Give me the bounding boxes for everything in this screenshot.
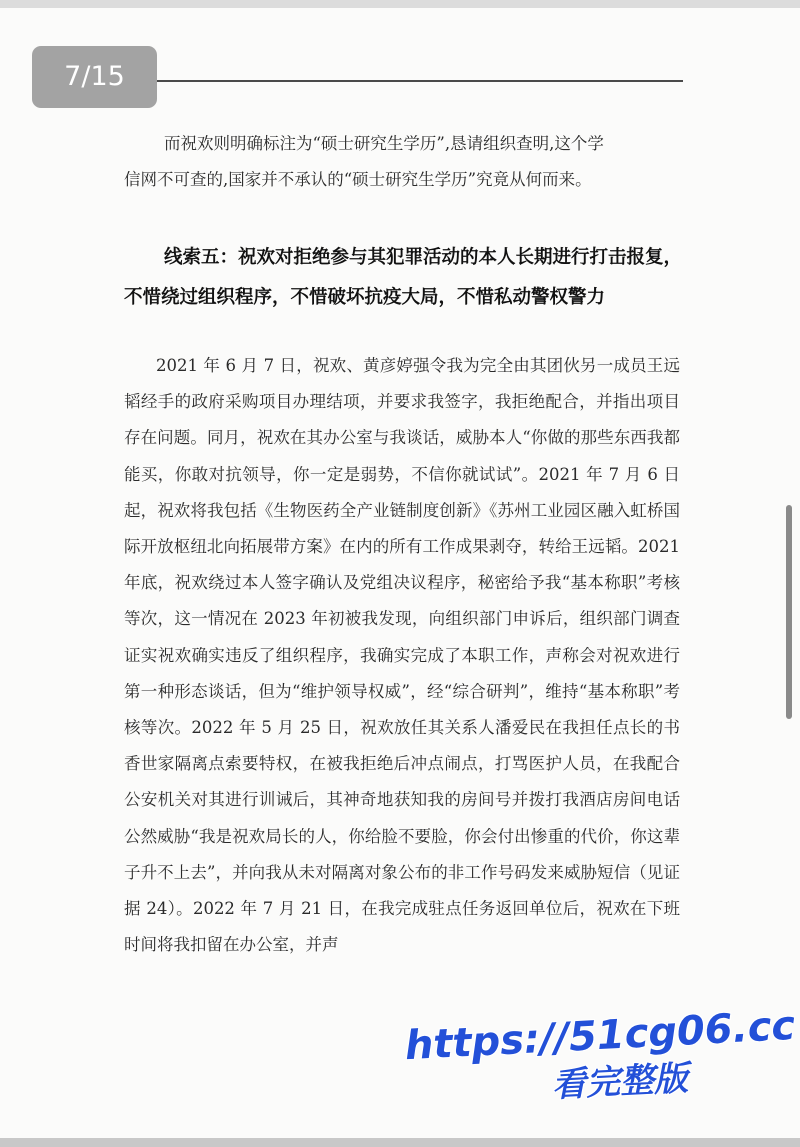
intro-paragraph (124, 126, 694, 198)
watermark (400, 1002, 800, 1106)
document-page (0, 8, 800, 1138)
page-indicator: 7/15 (32, 46, 157, 108)
header-rule (157, 80, 683, 82)
watermark-caption: 看完整版 (551, 1058, 689, 1106)
scrollbar-thumb[interactable] (786, 505, 792, 719)
body-paragraph: 2021 年 6 月 7 日，祝欢、黄彦婷强令我为完全由其团伙另一成员王远韬经手的政府采购项目办理结项，并要求我签字，我拒绝配合，并指出项目存在问题。同月，祝欢在其办公室与我谈话，威胁本人“你做的那些东西我都能买，你敢对抗领导，你一定是弱势，不信你就试试”。2021 年 7 月 6 日起，祝欢将我包括《生物医药全产业链制度创新》《苏州工业园区融入虹桥国际开放枢纽北向拓展带方案》在内的所有工作成果剥夺，转给王远韬。2021 年底，祝欢绕过本人签字确认及党组决议程序，秘密给予我“基本称职”考核等次，这一情况在 2023 年初被我发现，向组织部门申诉后，组织部门调查证实祝欢确实违反了组织程序，我确实完成了本职工作，声称会对祝欢进行第一种形态谈话，但为“维护领导权威”，经“综合研判”，维持“基本称职”考核等次。2022 年 5 月 25 日，祝欢放任其关系人潘爱民在我担任点长的书香世家隔离点索要特权，在被我拒绝后冲点闹点，打骂医护人员，在我配合公安机关对其进行训诫后，其神奇地获知我的房间号并拨打我酒店房间电话公然威胁“我是祝欢局长的人，你给脸不要脸，你会付出惨重的代价，你这辈子升不上去”，并向我从未对隔离对象公布的非工作号码发来威胁短信（见证据 24）。2022 年 7 月 21 日，在我完成驻点任务返回单位后，祝欢在下班时间将我扣留在办公室，并声 (124, 356, 680, 955)
section-heading: 线索五：祝欢对拒绝参与其犯罪活动的本人长期进行打击报复，不惜绕过组织程序，不惜破坏抗疫大局，不惜私动警权警力 (124, 247, 683, 308)
intro-line-1: 而祝欢则明确标注为“硕士研究生学历”,恳请组织查明,这个学 (164, 134, 604, 153)
intro-line-2: 信网不可查的,国家并不承认的“硕士研究生学历”究竟从何而来。 (124, 170, 592, 189)
page-bottom-edge (0, 1138, 800, 1147)
watermark-url: https://51cg06.cc (403, 1002, 797, 1070)
